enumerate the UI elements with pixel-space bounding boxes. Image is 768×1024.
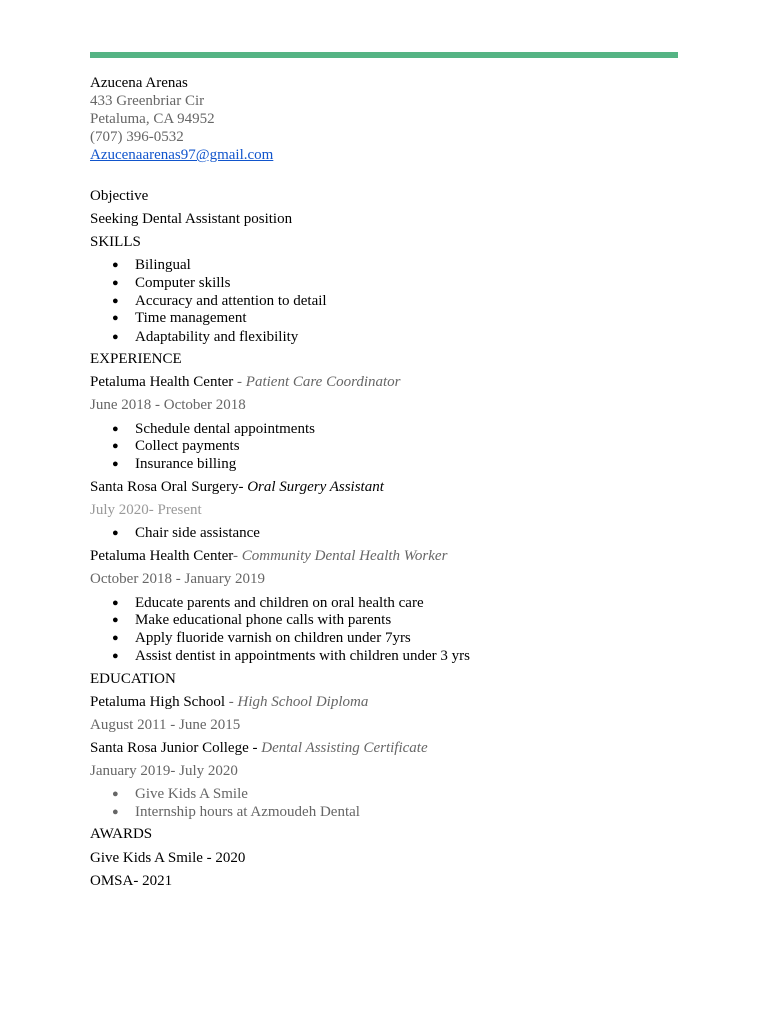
school-note: Give Kids A Smile — [135, 786, 248, 802]
job-duty: Apply fluoride varnish on children under 7yrs — [135, 630, 411, 646]
job-separator: - — [233, 374, 246, 390]
job-duty: Chair side assistance — [135, 525, 260, 541]
skills-heading: SKILLS — [90, 234, 141, 250]
job-dates: October 2018 - January 2019 — [90, 571, 265, 587]
education-heading: EDUCATION — [90, 671, 176, 687]
award-item: OMSA- 2021 — [90, 873, 173, 889]
contact-phone: (707) 396-0532 — [90, 129, 184, 145]
objective-text: Seeking Dental Assistant position — [90, 211, 293, 227]
job-header — [90, 547, 447, 565]
school-dates: January 2019- July 2020 — [90, 763, 238, 779]
bullet-icon: ● — [112, 312, 119, 324]
bullet-icon: ● — [112, 259, 119, 271]
job-header — [90, 478, 384, 496]
job-duty: Make educational phone calls with parents — [135, 612, 392, 628]
job-duty: Insurance billing — [135, 456, 237, 472]
job-employer: Petaluma Health Center — [90, 374, 234, 390]
contact-street: 433 Greenbriar Cir — [90, 93, 205, 109]
school-separator: - — [225, 694, 238, 710]
school-credential: High School Diploma — [237, 694, 369, 710]
skill-item: Computer skills — [135, 275, 231, 291]
experience-heading: EXPERIENCE — [90, 351, 182, 367]
job-duty: Schedule dental appointments — [135, 421, 315, 437]
bullet-icon: ● — [112, 614, 119, 626]
job-duty: Educate parents and children on oral health care — [135, 595, 424, 611]
job-header — [90, 373, 401, 391]
bullet-icon: ● — [112, 295, 119, 307]
job-separator: - — [232, 548, 242, 564]
school-header — [90, 693, 368, 711]
skill-item: Adaptability and flexibility — [135, 329, 299, 345]
school-name: Santa Rosa Junior College — [90, 740, 249, 756]
job-title: Patient Care Coordinator — [245, 374, 401, 390]
bullet-icon: ● — [112, 650, 119, 662]
job-title: Oral Surgery Assistant — [247, 479, 384, 495]
job-duty: Assist dentist in appointments with children under 3 yrs — [135, 648, 470, 664]
school-separator: - — [248, 740, 262, 756]
bullet-icon: ● — [112, 440, 119, 452]
job-employer: Santa Rosa Oral Surgery — [90, 479, 239, 495]
bullet-icon: ● — [112, 597, 119, 609]
school-credential: Dental Assisting Certificate — [261, 740, 428, 756]
bullet-icon: ● — [112, 788, 119, 800]
bullet-icon: ● — [112, 458, 119, 470]
skill-item: Bilingual — [135, 257, 191, 273]
bullet-icon: ● — [112, 527, 119, 539]
job-employer: Petaluma Health Center — [90, 548, 233, 564]
school-dates: August 2011 - June 2015 — [90, 717, 241, 733]
contact-city: Petaluma, CA 94952 — [90, 111, 215, 127]
award-item: Give Kids A Smile - 2020 — [90, 850, 246, 866]
bullet-icon: ● — [112, 277, 119, 289]
job-dates: June 2018 - October 2018 — [90, 397, 246, 413]
header-accent-bar — [90, 52, 678, 58]
bullet-icon: ● — [112, 331, 119, 343]
job-dates: July 2020- Present — [90, 502, 202, 518]
contact-email-link[interactable]: Azucenaarenas97@gmail.com — [90, 147, 274, 163]
school-note: Internship hours at Azmoudeh Dental — [135, 804, 360, 820]
bullet-icon: ● — [112, 423, 119, 435]
skill-item: Accuracy and attention to detail — [135, 293, 327, 309]
contact-name: Azucena Arenas — [90, 75, 188, 91]
objective-heading: Objective — [90, 188, 149, 204]
bullet-icon: ● — [112, 632, 119, 644]
school-name: Petaluma High School — [90, 694, 225, 710]
job-duty: Collect payments — [135, 438, 240, 454]
bullet-icon: ● — [112, 806, 119, 818]
job-separator: - — [238, 479, 248, 495]
skill-item: Time management — [135, 310, 247, 326]
awards-heading: AWARDS — [90, 826, 153, 842]
school-header — [90, 739, 428, 757]
job-title: Community Dental Health Worker — [241, 548, 448, 564]
